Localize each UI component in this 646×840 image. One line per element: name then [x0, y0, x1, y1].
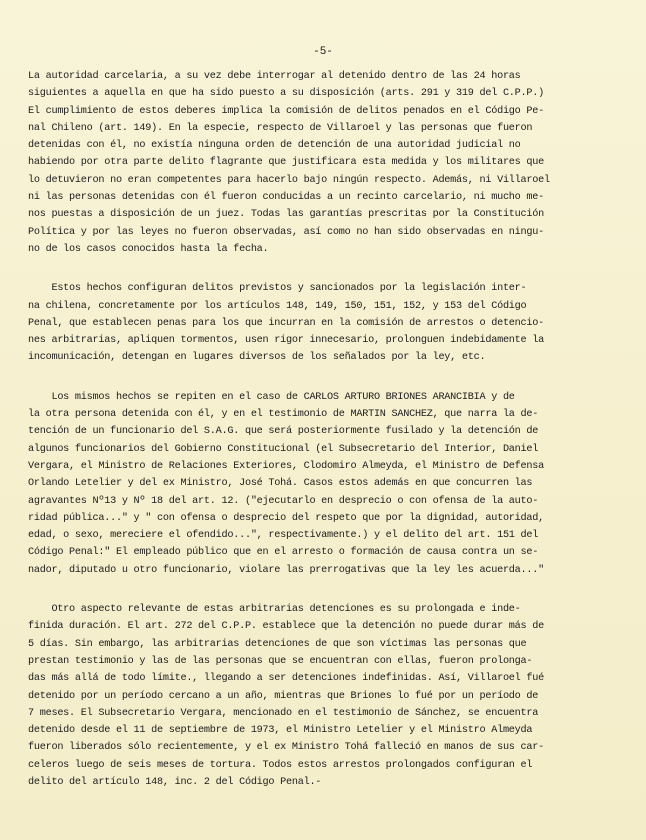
text-line: 5 días. Sin embargo, las arbitrarias detenciones de que son víctimas las personas que: [28, 638, 527, 650]
text-line: agravantes Nº13 y Nº 18 del art. 12. ("ejecutarlo en desprecio o con ofensa de la auto-: [28, 495, 539, 507]
text-line: Orlando Letelier y del ex Ministro, José Tohá. Casos estos además en que concurren las: [28, 478, 533, 490]
paragraph-1: [28, 68, 628, 258]
text-line: Vergara, el Ministro de Relaciones Exteriores, Clodomiro Almeyda, el Ministro de Defensa: [28, 460, 544, 472]
text-line: delito del artículo 148, inc. 2 del Código Penal.-: [28, 776, 322, 788]
body-text: [28, 68, 628, 791]
text-line: nos puestas a disposición de un juez. Todas las garantías prescritas por la Constitución: [28, 209, 544, 221]
text-line: edad, o sexo, mereciere el ofendido...", respectivamente.) y el delito del art. 151 del: [28, 530, 539, 542]
text-line: la otra persona detenida con él, y en el testimonio de MARTIN SANCHEZ, que narra la de-: [28, 409, 539, 421]
text-line: detenido desde el 11 de septiembre de 1973, el Ministro Letelier y el Ministro Almeyda: [28, 725, 533, 737]
text-line: Código Penal:" El empleado público que en el arresto o formación de causa contra un se-: [28, 547, 539, 559]
text-line: Política y por las leyes no fueron observadas, así como no han sido observadas en ningu-: [28, 226, 544, 238]
text-line: fueron liberados sólo recientemente, y el ex Ministro Tohá falleció en manos de sus car-: [28, 742, 544, 754]
text-line: El cumplimiento de estos deberes implica la comisión de delitos penados en el Código Pe-: [28, 105, 544, 117]
text-line: Otro aspecto relevante de estas arbitrarias detenciones es su prolongada e inde-: [28, 604, 521, 616]
text-line: siguientes a aquella en que ha sido puesto a su disposición (arts. 291 y 319 del C.P.P.): [28, 88, 544, 100]
text-line: finida duración. El art. 272 del C.P.P. establece que la detención no puede durar más de: [28, 621, 544, 633]
text-line: prestan testimonio y las de las personas que se encuentran con ellas, fueron prolonga-: [28, 655, 533, 667]
text-line: nal Chileno (art. 149). En la especie, respecto de Villaroel y las personas que fueron: [28, 122, 533, 134]
text-line: lo detuvieron no eran competentes para hacerlo bajo ningún respecto. Además, ni Villaroel: [28, 174, 550, 186]
text-line: incomunicación, detengan en lugares diversos de los señalados por la ley, etc.: [28, 352, 486, 364]
text-line: Los mismos hechos se repiten en el caso de CARLOS ARTURO BRIONES ARANCIBIA y de: [28, 391, 515, 403]
text-line: nes arbitrarias, apliquen tormentos, usen rigor innecesario, prolonguen indebidamente la: [28, 335, 544, 347]
text-line: Estos hechos configuran delitos previstos y sancionados por la legislación inter-: [28, 283, 527, 295]
text-line: algunos funcionarios del Gobierno Constitucional (el Subsecretario del Interior, Daniel: [28, 443, 539, 455]
text-line: tención de un funcionario del S.A.G. que será posteriormente fusilado y la detención de: [28, 426, 539, 438]
text-line: habiendo por otra parte delito flagrante que justificara esta medida y los militares que: [28, 157, 544, 169]
text-line: na chilena, concretamente por los artículos 148, 149, 150, 151, 152, y 153 del Código: [28, 300, 527, 312]
text-line: das más allá de todo límite., llegando a ser detenciones indefinidas. Así, Villaroel fué: [28, 673, 544, 685]
text-line: nador, diputado u otro funcionario, violare las prerrogativas que la ley les acuerda...": [28, 564, 544, 576]
text-line: ridad pública..." y " con ofensa o desprecio del respeto que por la dignidad, autoridad,: [28, 512, 544, 524]
text-line: no de los casos conocidos hasta la fecha.: [28, 243, 269, 255]
text-line: La autoridad carcelaria, a su vez debe interrogar al detenido dentro de las 24 horas: [28, 71, 521, 82]
text-line: detenidas con él, no existía ninguna orden de detención de una autoridad judicial no: [28, 140, 521, 152]
paragraph-4: [28, 601, 628, 791]
page-number: -5-: [313, 46, 333, 58]
text-line: celeros luego de seis meses de tortura. Todos estos arrestos prolongados configuran el: [28, 759, 533, 771]
text-line: ni las personas detenidas con él fueron conducidas a un recinto carcelario, ni mucho me-: [28, 192, 544, 204]
paragraph-3: [28, 389, 628, 579]
text-line: 7 meses. El Subsecretario Vergara, mencionado en el testimonio de Sánchez, se encuentra: [28, 707, 539, 719]
text-line: Penal, que establecen penas para los que incurran en la comisión de arrestos o detencio-: [28, 317, 544, 329]
paragraph-2: [28, 280, 628, 366]
text-line: detenido por un período cercano a un año, mientras que Briones lo fué por un período de: [28, 690, 539, 702]
